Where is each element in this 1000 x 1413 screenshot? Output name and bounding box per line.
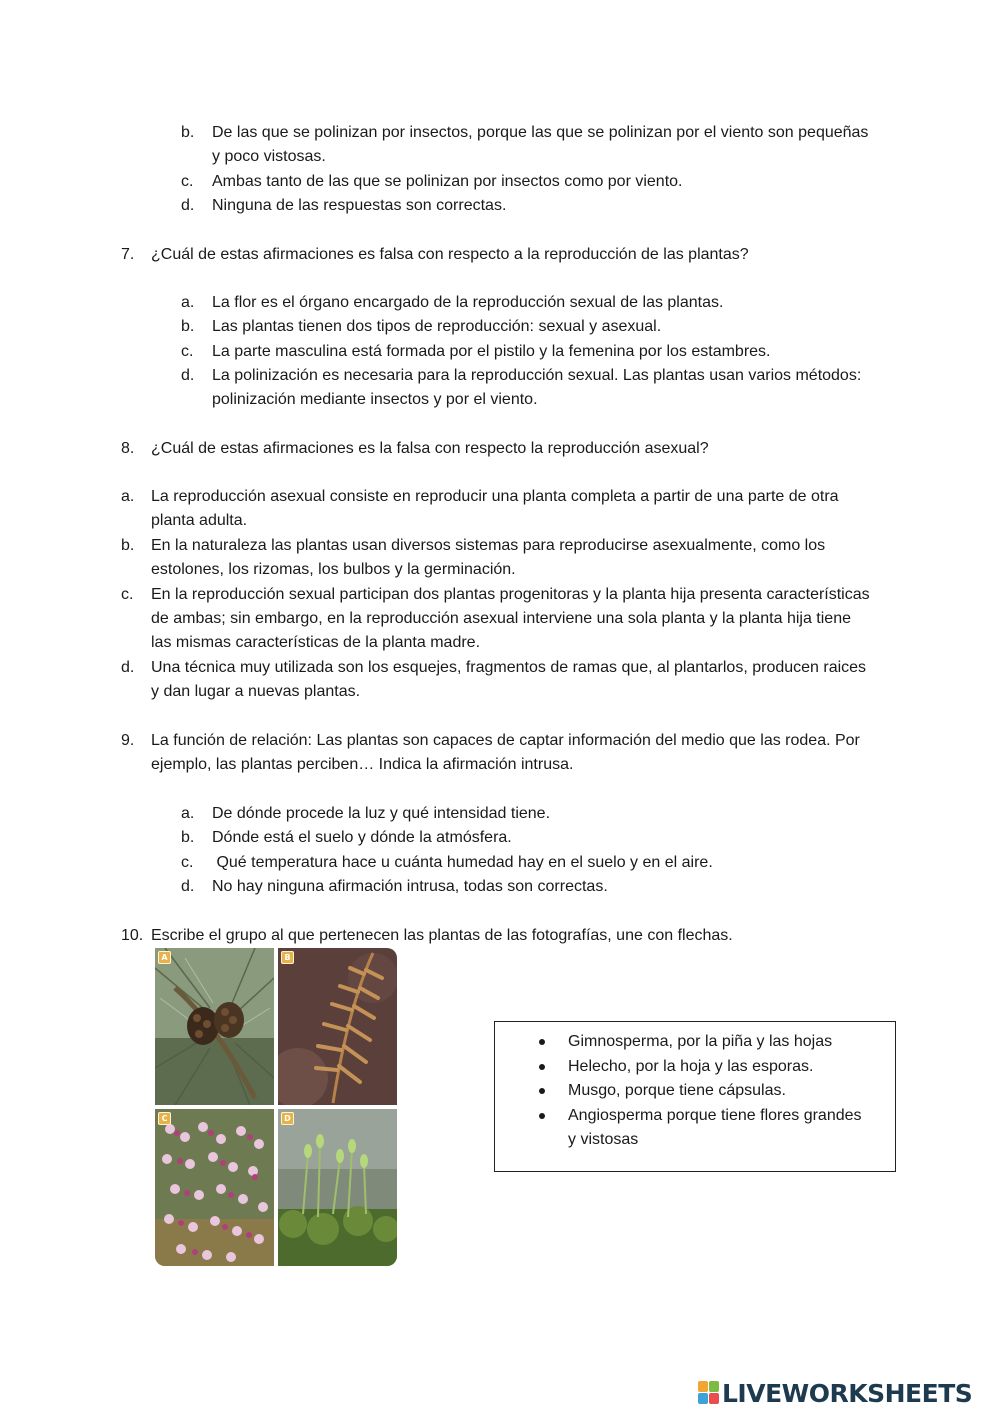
photo-tag: B [281, 951, 294, 964]
option-label: d. [181, 367, 195, 384]
option-label: d. [181, 197, 195, 214]
question-text: La función de relación: Las plantas son capaces de captar información del medio que las rodea. Por [151, 732, 860, 749]
question-text: ejemplo, las plantas perciben… Indica la afirmación intrusa. [151, 756, 574, 773]
photo-pine-cone [155, 948, 274, 1105]
option-label: b. [181, 124, 195, 141]
option-text: y dan lugar a nuevas plantas. [151, 683, 361, 700]
option-label: c. [121, 586, 134, 603]
logo-text: LIVEWORKSHEETS [722, 1378, 973, 1408]
answer-option[interactable]: Gimnosperma, por la piña y las hojas [568, 1033, 833, 1050]
option-text: De las que se polinizan por insectos, porque las que se polinizan por el viento son pequeñas [212, 124, 869, 141]
photo-pink-flowers [155, 1109, 274, 1266]
option-label: d. [121, 659, 135, 676]
option-text: planta adulta. [151, 512, 248, 529]
option-text: de ambas; sin embargo, en la reproducción asexual interviene una sola planta y la planta hija tiene [151, 610, 851, 627]
bullet-icon [539, 1064, 545, 1070]
option-label: b. [181, 829, 195, 846]
option-text: Las plantas tienen dos tipos de reproducción: sexual y asexual. [212, 318, 662, 335]
option-text: Qué temperatura hace u cuánta humedad hay en el suelo y en el aire. [212, 854, 713, 871]
option-label: c. [181, 854, 194, 871]
option-text: No hay ninguna afirmación intrusa, todas son correctas. [212, 878, 608, 895]
option-text: La parte masculina está formada por el pistilo y la femenina por los estambres. [212, 343, 771, 360]
answer-option[interactable]: y vistosas [568, 1131, 639, 1148]
option-text: Ambas tanto de las que se polinizan por insectos como por viento. [212, 173, 683, 190]
question-number: 7. [121, 246, 135, 263]
option-label: c. [181, 173, 194, 190]
photo-tag: D [281, 1112, 294, 1125]
option-text: Dónde está el suelo y dónde la atmósfera. [212, 829, 512, 846]
photo-tag: C [158, 1112, 171, 1125]
question-number: 8. [121, 440, 135, 457]
option-text: Una técnica muy utilizada son los esquejes, fragmentos de ramas que, al plantarlos, producen raices [151, 659, 867, 676]
question-text: ¿Cuál de estas afirmaciones es la falsa con respecto la reproducción asexual? [151, 440, 709, 457]
option-label: a. [121, 488, 135, 505]
liveworksheets-logo [698, 1378, 972, 1408]
answer-option[interactable]: Helecho, por la hoja y las esporas. [568, 1058, 814, 1075]
question-text: Escribe el grupo al que pertenecen las plantas de las fotografías, une con flechas. [151, 927, 733, 944]
option-label: b. [121, 537, 135, 554]
option-text: En la naturaleza las plantas usan diversos sistemas para reproducirse asexualmente, como los [151, 537, 826, 554]
answer-option[interactable]: Musgo, porque tiene cápsulas. [568, 1082, 786, 1099]
photo-moss [278, 1109, 397, 1266]
answer-option[interactable]: Angiosperma porque tiene flores grandes [568, 1107, 862, 1124]
option-text: La reproducción asexual consiste en reproducir una planta completa a partir de una parte de otra [151, 488, 839, 505]
option-label: b. [181, 318, 195, 335]
option-text: De dónde procede la luz y qué intensidad tiene. [212, 805, 551, 822]
option-label: c. [181, 343, 194, 360]
option-text: Ninguna de las respuestas son correctas. [212, 197, 507, 214]
bullet-icon [539, 1088, 545, 1094]
option-text: estolones, los rizomas, los bulbos y la germinación. [151, 561, 516, 578]
bullet-icon [539, 1039, 545, 1045]
option-label: a. [181, 294, 195, 311]
option-text: La flor es el órgano encargado de la reproducción sexual de las plantas. [212, 294, 724, 311]
option-label: d. [181, 878, 195, 895]
plant-photo-grid [155, 948, 397, 1266]
photo-fern [278, 948, 397, 1105]
photo-tag: A [158, 951, 171, 964]
option-text: las mismas características de la planta madre. [151, 634, 481, 651]
question-number: 9. [121, 732, 135, 749]
option-text: En la reproducción sexual participan dos plantas progenitoras y la planta hija presenta características [151, 586, 870, 603]
answer-options-box [494, 1021, 896, 1172]
logo-mark-icon [698, 1381, 720, 1405]
option-label: a. [181, 805, 195, 822]
bullet-icon [539, 1113, 545, 1119]
question-text: ¿Cuál de estas afirmaciones es falsa con respecto a la reproducción de las plantas? [151, 246, 749, 263]
option-text: y poco vistosas. [212, 148, 326, 165]
question-number: 10. [121, 927, 144, 944]
option-text: polinización mediante insectos y por el viento. [212, 391, 538, 408]
option-text: La polinización es necesaria para la reproducción sexual. Las plantas usan varios métodos: [212, 367, 862, 384]
